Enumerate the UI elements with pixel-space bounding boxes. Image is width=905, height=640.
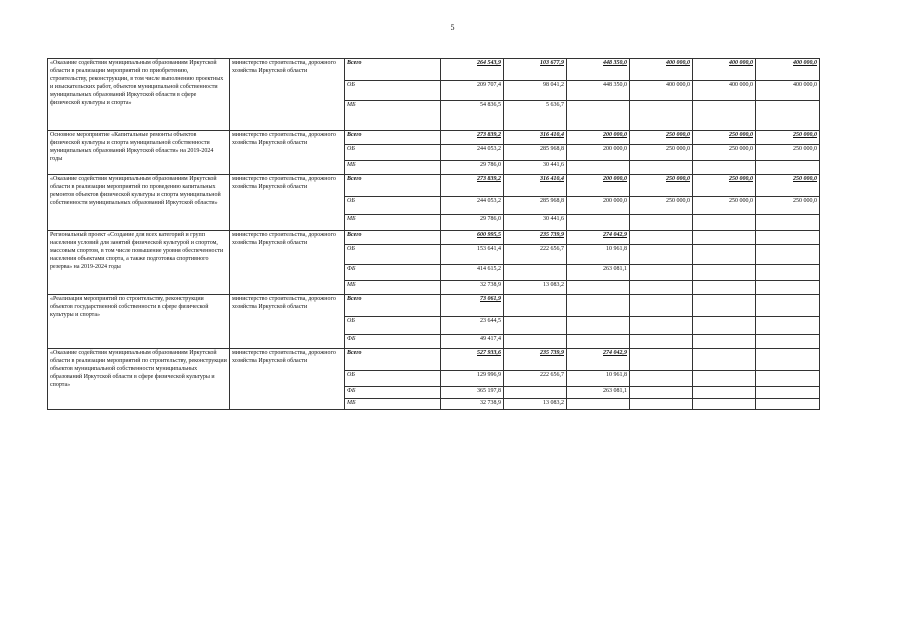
amount-cell: 250 000,0 — [756, 175, 820, 197]
amount-cell: 30 441,6 — [504, 161, 567, 175]
funding-source-cell: ОБ — [345, 371, 441, 387]
funding-source-cell: МБ — [345, 161, 441, 175]
amount-cell: 274 042,9 — [567, 231, 630, 245]
amount-cell: 250 000,0 — [756, 197, 820, 215]
amount-cell: 103 677,9 — [504, 59, 567, 81]
amount-cell: 73 061,9 — [441, 295, 504, 317]
table-row — [48, 349, 820, 371]
amount-cell — [567, 399, 630, 410]
funding-source-cell: Всего — [345, 175, 441, 197]
amount-cell — [756, 371, 820, 387]
amount-cell: 222 656,7 — [504, 371, 567, 387]
table-row — [48, 295, 820, 317]
amount-cell: 400 000,0 — [630, 81, 693, 101]
amount-cell — [756, 317, 820, 335]
amount-cell — [693, 349, 756, 371]
amount-cell — [693, 317, 756, 335]
amount-cell — [504, 335, 567, 349]
amount-cell — [756, 335, 820, 349]
funding-source-cell: МБ — [345, 101, 441, 131]
amount-cell — [504, 265, 567, 281]
funding-source-cell: Всего — [345, 349, 441, 371]
amount-cell — [630, 245, 693, 265]
amount-cell — [630, 335, 693, 349]
amount-cell: 448 350,0 — [567, 59, 630, 81]
amount-cell: 235 739,9 — [504, 231, 567, 245]
amount-cell — [756, 215, 820, 231]
activity-name-cell: «Реализация мероприятий по строительству, реконструкции объектов государственной собственности в сфере физической культуры и спорта» — [48, 295, 230, 349]
page-number: 5 — [450, 23, 455, 32]
amount-cell — [630, 265, 693, 281]
amount-cell: 250 000,0 — [756, 131, 820, 145]
amount-cell: 250 000,0 — [756, 145, 820, 161]
amount-cell — [567, 215, 630, 231]
amount-cell — [504, 295, 567, 317]
amount-cell — [630, 281, 693, 295]
amount-cell — [567, 295, 630, 317]
amount-cell: 250 000,0 — [693, 145, 756, 161]
amount-cell: 274 042,9 — [567, 349, 630, 371]
funding-source-cell: ОБ — [345, 317, 441, 335]
executor-cell: министерство строительства, дорожного хозяйства Иркутской области — [230, 131, 345, 175]
amount-cell: 30 441,6 — [504, 215, 567, 231]
budget-table — [47, 58, 820, 410]
amount-cell: 365 197,8 — [441, 387, 504, 399]
amount-cell: 273 839,2 — [441, 131, 504, 145]
amount-cell — [630, 215, 693, 231]
table-row — [48, 175, 820, 197]
amount-cell: 54 836,5 — [441, 101, 504, 131]
amount-cell — [693, 295, 756, 317]
funding-source-cell: Всего — [345, 295, 441, 317]
amount-cell — [630, 371, 693, 387]
amount-cell: 273 839,2 — [441, 175, 504, 197]
amount-cell — [756, 245, 820, 265]
amount-cell: 250 000,0 — [630, 175, 693, 197]
amount-cell — [756, 349, 820, 371]
activity-name-cell: «Оказание содействия муниципальным образованиям Иркутской области в реализации мероприятий по строительству, реконструкции объектов муниципальной собственности муниципальных образований Иркутской области в сфере физической культуры и спорта» — [48, 349, 230, 410]
amount-cell: 400 000,0 — [630, 59, 693, 81]
table-row — [48, 131, 820, 145]
amount-cell: 285 968,8 — [504, 145, 567, 161]
amount-cell: 129 996,9 — [441, 371, 504, 387]
amount-cell: 153 641,4 — [441, 245, 504, 265]
amount-cell: 600 995,5 — [441, 231, 504, 245]
amount-cell: 200 000,0 — [567, 175, 630, 197]
activity-name-cell: «Оказание содействия муниципальным образованиям Иркутской области в реализации мероприятий по приобретению, строительству, реконструкции, в том числе выполнению проектных и изыскательских работ, объектов муниципальной собственности муниципальных образований Иркутской области в сфере физической культуры и спорта» — [48, 59, 230, 131]
amount-cell — [756, 295, 820, 317]
table-row — [48, 59, 820, 81]
amount-cell: 244 053,2 — [441, 197, 504, 215]
amount-cell: 250 000,0 — [630, 131, 693, 145]
executor-cell: министерство строительства, дорожного хозяйства Иркутской области — [230, 295, 345, 349]
executor-cell: министерство строительства, дорожного хозяйства Иркутской области — [230, 175, 345, 231]
funding-source-cell: ОБ — [345, 197, 441, 215]
funding-source-cell: ФБ — [345, 335, 441, 349]
activity-name-cell: Основное мероприятие «Капитальные ремонты объектов физической культуры и спорта муниципальной собственности муниципальных образований Иркутской области» на 2019-2024 годы — [48, 131, 230, 175]
amount-cell: 316 410,4 — [504, 175, 567, 197]
amount-cell: 400 000,0 — [693, 81, 756, 101]
amount-cell — [756, 231, 820, 245]
amount-cell: 49 417,4 — [441, 335, 504, 349]
amount-cell — [693, 215, 756, 231]
amount-cell: 23 644,5 — [441, 317, 504, 335]
amount-cell: 13 083,2 — [504, 399, 567, 410]
amount-cell — [504, 387, 567, 399]
executor-cell: министерство строительства, дорожного хозяйства Иркутской области — [230, 349, 345, 410]
amount-cell: 400 000,0 — [756, 59, 820, 81]
amount-cell — [630, 317, 693, 335]
amount-cell: 29 786,0 — [441, 161, 504, 175]
amount-cell — [756, 399, 820, 410]
amount-cell — [504, 317, 567, 335]
amount-cell — [567, 317, 630, 335]
executor-cell: министерство строительства, дорожного хозяйства Иркутской области — [230, 59, 345, 131]
amount-cell: 448 350,0 — [567, 81, 630, 101]
amount-cell: 250 000,0 — [693, 197, 756, 215]
amount-cell: 400 000,0 — [693, 59, 756, 81]
amount-cell: 29 786,0 — [441, 215, 504, 231]
amount-cell — [693, 281, 756, 295]
amount-cell: 316 410,4 — [504, 131, 567, 145]
amount-cell: 200 000,0 — [567, 197, 630, 215]
amount-cell — [756, 161, 820, 175]
amount-cell: 263 081,1 — [567, 387, 630, 399]
amount-cell: 400 000,0 — [756, 81, 820, 101]
amount-cell: 32 738,9 — [441, 281, 504, 295]
amount-cell: 209 707,4 — [441, 81, 504, 101]
activity-name-cell: «Оказание содействия муниципальным образованиям Иркутской области в реализации мероприятий по проведению капитальных ремонтов объектов физической культуры и спорта муниципальной собственности муниципальных образований Иркутской области» — [48, 175, 230, 231]
funding-source-cell: ФБ — [345, 265, 441, 281]
amount-cell — [756, 265, 820, 281]
amount-cell: 200 000,0 — [567, 131, 630, 145]
table-row — [48, 231, 820, 245]
amount-cell: 10 961,8 — [567, 371, 630, 387]
amount-cell — [630, 101, 693, 131]
funding-source-cell: ОБ — [345, 81, 441, 101]
executor-cell: министерство строительства, дорожного хозяйства Иркутской области — [230, 231, 345, 295]
amount-cell: 527 933,6 — [441, 349, 504, 371]
amount-cell: 263 081,1 — [567, 265, 630, 281]
amount-cell: 32 738,9 — [441, 399, 504, 410]
amount-cell: 244 053,2 — [441, 145, 504, 161]
amount-cell — [693, 231, 756, 245]
amount-cell — [693, 245, 756, 265]
amount-cell — [693, 399, 756, 410]
funding-source-cell: ОБ — [345, 145, 441, 161]
amount-cell: 250 000,0 — [630, 145, 693, 161]
amount-cell — [567, 101, 630, 131]
funding-source-cell: Всего — [345, 131, 441, 145]
funding-source-cell: МБ — [345, 399, 441, 410]
funding-source-cell: ФБ — [345, 387, 441, 399]
amount-cell — [756, 281, 820, 295]
funding-source-cell: Всего — [345, 59, 441, 81]
funding-source-cell: ОБ — [345, 245, 441, 265]
budget-table-body — [48, 59, 820, 410]
amount-cell — [693, 335, 756, 349]
amount-cell: 250 000,0 — [693, 131, 756, 145]
amount-cell — [693, 161, 756, 175]
amount-cell: 98 041,2 — [504, 81, 567, 101]
amount-cell — [630, 399, 693, 410]
amount-cell: 250 000,0 — [693, 175, 756, 197]
amount-cell — [630, 349, 693, 371]
amount-cell: 13 083,2 — [504, 281, 567, 295]
amount-cell: 10 961,8 — [567, 245, 630, 265]
amount-cell — [567, 335, 630, 349]
amount-cell: 250 000,0 — [630, 197, 693, 215]
amount-cell: 264 543,9 — [441, 59, 504, 81]
amount-cell: 414 615,2 — [441, 265, 504, 281]
amount-cell — [567, 281, 630, 295]
amount-cell — [693, 265, 756, 281]
funding-source-cell: МБ — [345, 281, 441, 295]
amount-cell: 235 739,9 — [504, 349, 567, 371]
amount-cell: 222 656,7 — [504, 245, 567, 265]
funding-source-cell: Всего — [345, 231, 441, 245]
activity-name-cell: Региональный проект «Создание для всех категорий и групп населения условий для занятий физической культурой и спортом, массовым спортом, в том числе повышение уровня обеспеченности населения объектами спорта, а также подготовка спортивного резерва» на 2019-2024 годы — [48, 231, 230, 295]
amount-cell — [693, 387, 756, 399]
amount-cell — [630, 161, 693, 175]
amount-cell — [756, 101, 820, 131]
amount-cell — [630, 387, 693, 399]
funding-source-cell: МБ — [345, 215, 441, 231]
amount-cell: 285 968,8 — [504, 197, 567, 215]
amount-cell: 5 636,7 — [504, 101, 567, 131]
amount-cell: 200 000,0 — [567, 145, 630, 161]
amount-cell — [630, 295, 693, 317]
amount-cell — [756, 387, 820, 399]
amount-cell — [567, 161, 630, 175]
amount-cell — [630, 231, 693, 245]
amount-cell — [693, 101, 756, 131]
amount-cell — [693, 371, 756, 387]
